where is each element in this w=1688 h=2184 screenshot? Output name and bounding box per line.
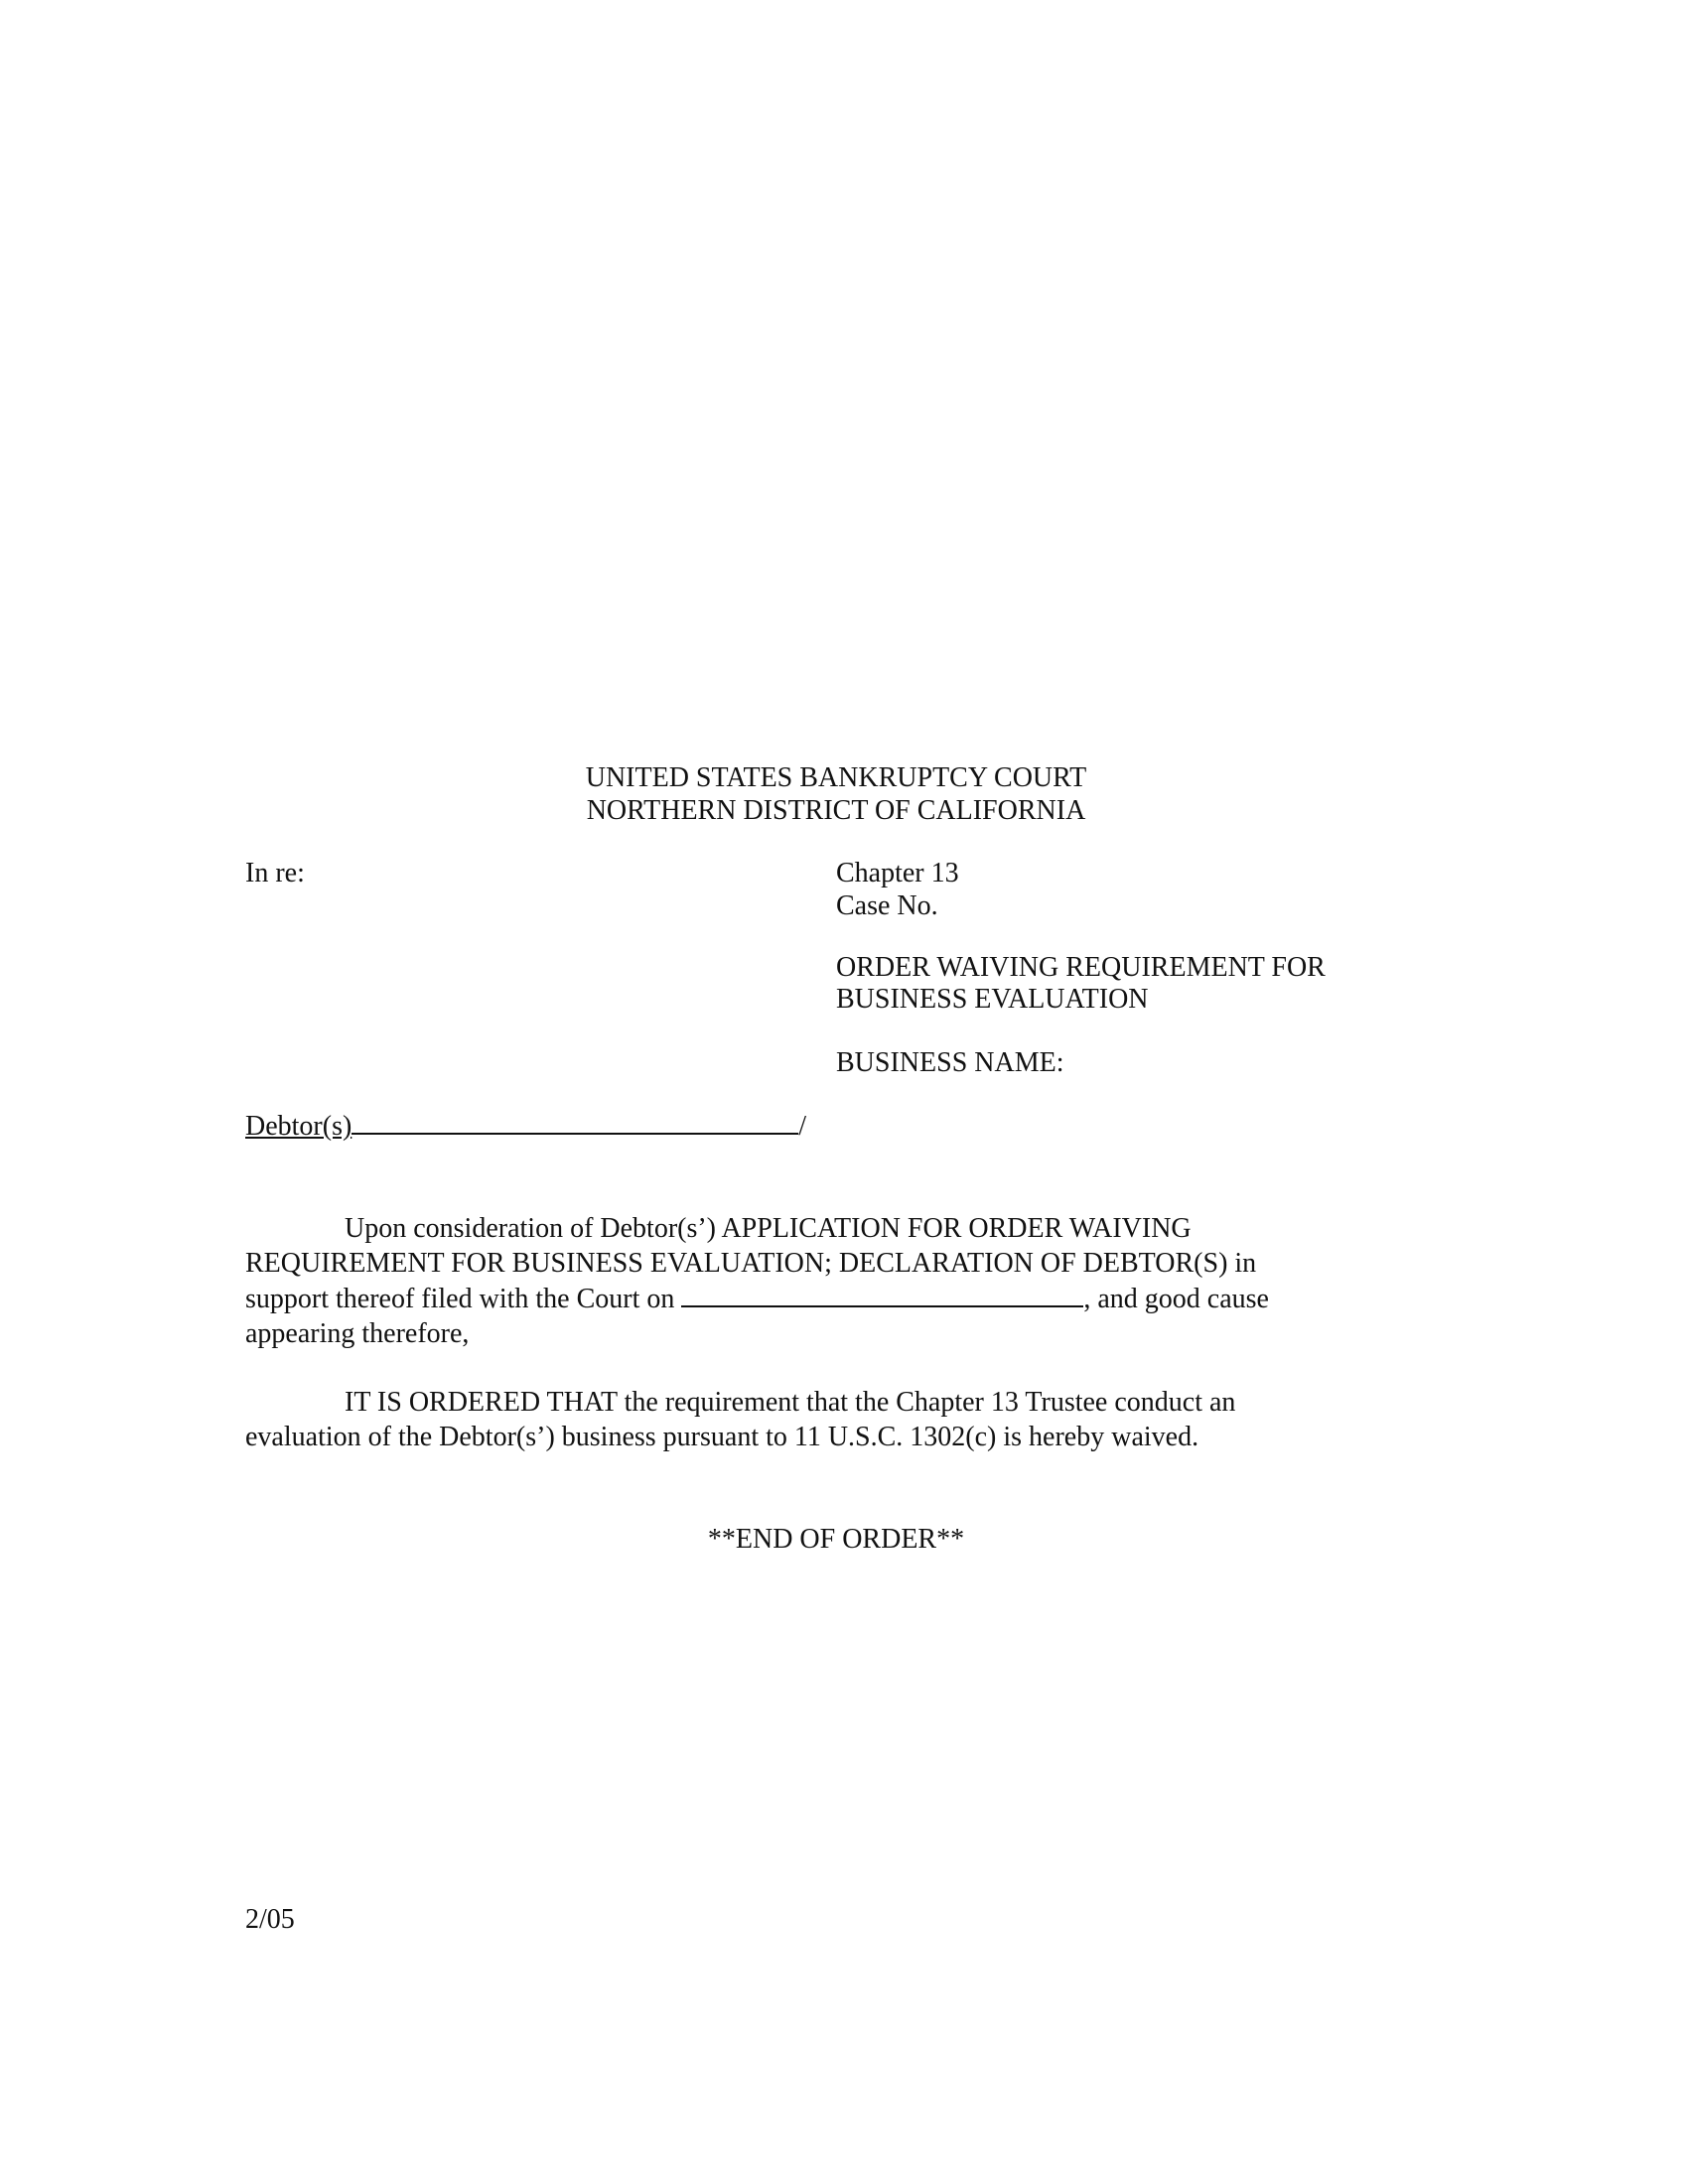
business-name-label: BUSINESS NAME: (836, 1047, 1064, 1078)
filing-date-blank[interactable] (681, 1304, 1083, 1307)
caption-slash: / (798, 1111, 807, 1142)
end-of-order: **END OF ORDER** (707, 1524, 965, 1555)
para1-line3-end: , and good cause (1083, 1284, 1269, 1314)
debtor-name-blank[interactable] (352, 1132, 798, 1135)
debtors-label: Debtor(s) (245, 1111, 352, 1142)
court-name: UNITED STATES BANKRUPTCY COURT (585, 762, 1087, 793)
district-name: NORTHERN DISTRICT OF CALIFORNIA (586, 795, 1086, 826)
case-no-label: Case No. (836, 890, 938, 921)
para1-line3 (245, 1286, 1269, 1313)
para1-line4: appearing therefore, (245, 1318, 470, 1349)
para1-line2: REQUIREMENT FOR BUSINESS EVALUATION; DECLARATION OF DEBTOR(S) in (245, 1248, 1257, 1279)
para2-line1: IT IS ORDERED THAT the requirement that the Chapter 13 Trustee conduct an (345, 1387, 1236, 1418)
para1-line1: Upon consideration of Debtor(s’) APPLICATION FOR ORDER WAIVING (345, 1213, 1192, 1244)
order-title-line1: ORDER WAIVING REQUIREMENT FOR (836, 952, 1326, 983)
in-re-label: In re: (245, 858, 305, 888)
chapter-label: Chapter 13 (836, 858, 959, 888)
para2-line2: evaluation of the Debtor(s’) business pursuant to 11 U.S.C. 1302(c) is hereby waived. (245, 1422, 1199, 1452)
para1-line3-start: support thereof filed with the Court on (245, 1284, 675, 1314)
debtors-line (245, 1113, 806, 1141)
order-title-line2: BUSINESS EVALUATION (836, 984, 1149, 1015)
form-revision: 2/05 (245, 1904, 295, 1935)
